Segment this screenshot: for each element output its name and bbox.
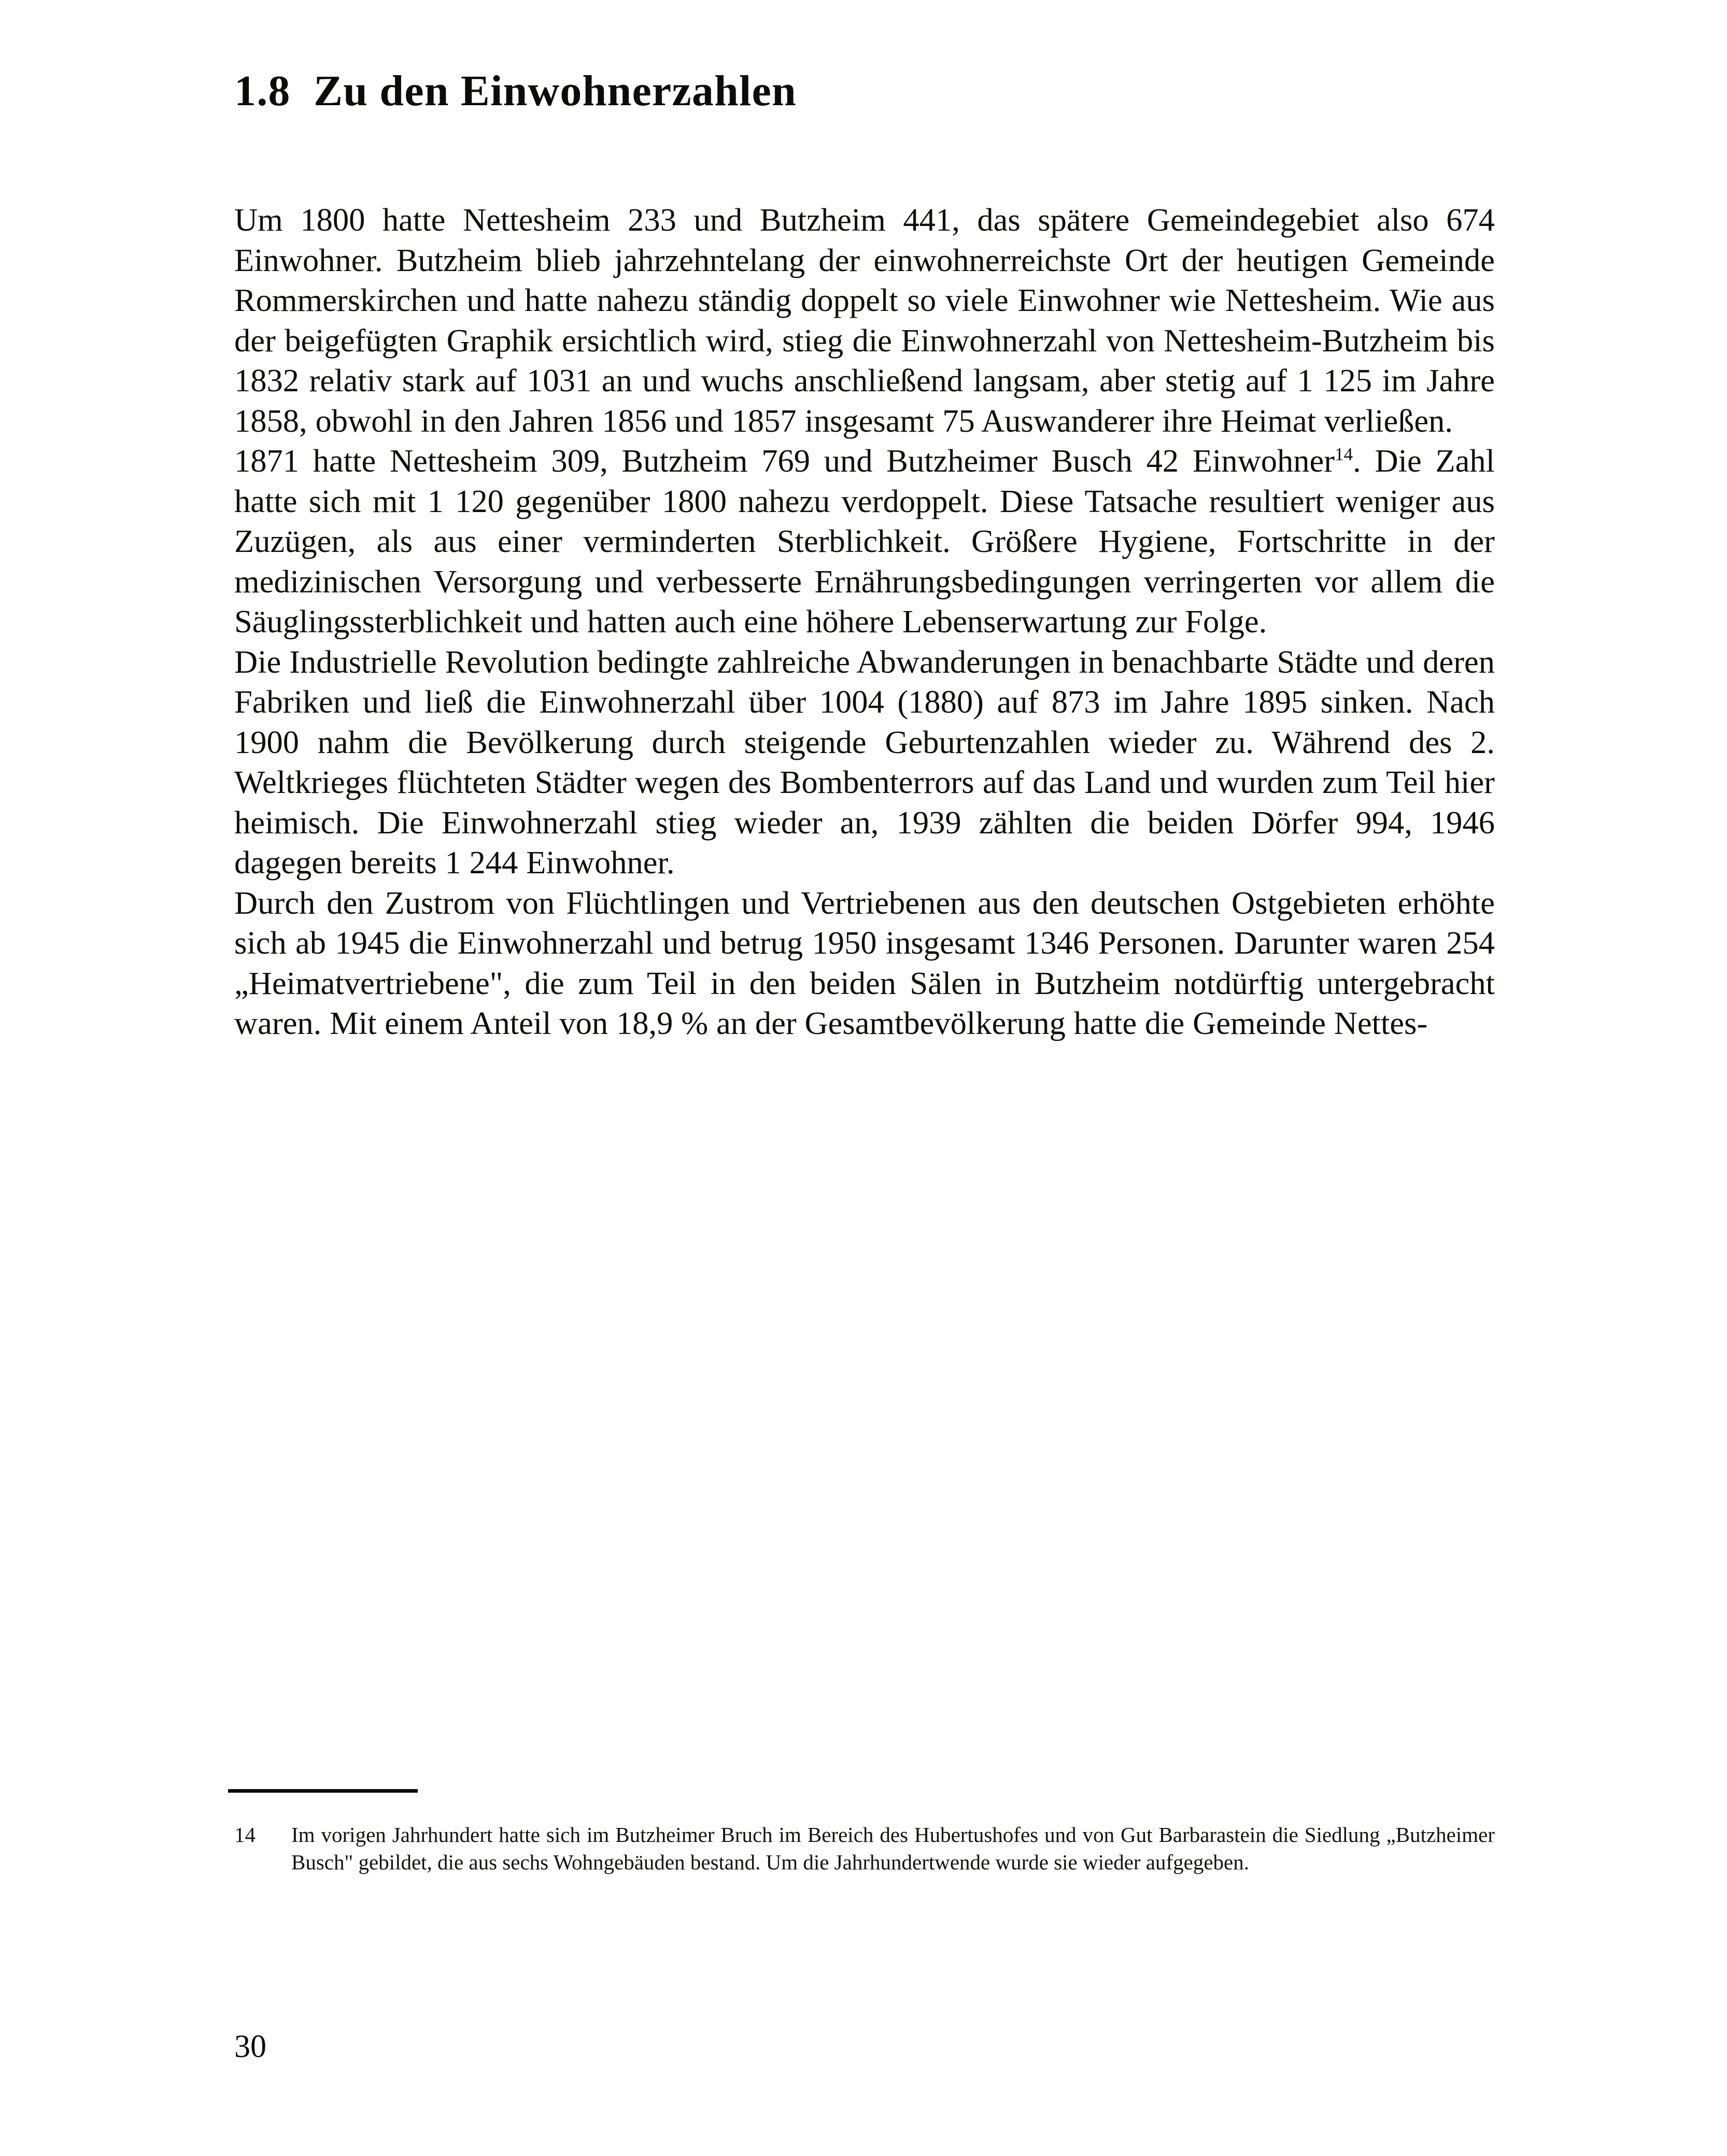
paragraph-2-text-before-footnote: 1871 hatte Nettesheim 309, Butzheim 769 und Butzheimer Busch 42 Einwohner xyxy=(234,443,1335,479)
footnote-block xyxy=(234,1821,1495,1876)
paragraph-1: Um 1800 hatte Nettesheim 233 und Butzheim 441, das spätere Gemeindegebiet also 674 Einwohner. Butzheim blieb jahrzehntelang der einwohnerreichste Ort der heutigen Gemeinde Rommerskirchen und hatte nahezu ständig doppelt so viele Einwohner wie Nettesheim. Wie aus der beigefügten Graphik ersichtlich wird, stieg die Einwohnerzahl von Nettesheim-Butzheim bis 1832 relativ stark auf 1031 an und wuchs anschließend langsam, aber stetig auf 1 125 im Jahre 1858, obwohl in den Jahren 1856 und 1857 insgesamt 75 Auswanderer ihre Heimat verließen. xyxy=(234,202,1495,439)
page-heading: 1.8 Zu den Einwohnerzahlen xyxy=(234,67,797,116)
footnote-reference-14[interactable]: 14 xyxy=(1335,444,1353,465)
paragraph-3: Die Industrielle Revolution bedingte zahlreiche Abwanderungen in benachbarte Städte und deren Fabriken und ließ die Einwohnerzahl über 1004 (1880) auf 873 im Jahre 1895 sinken. Nach 1900 nahm die Bevölkerung durch steigende Geburtenzahlen wieder zu. Während des 2. Weltkrieges flüchteten Städter wegen des Bombenterrors auf das Land und wurden zum Teil hier heimisch. Die Einwohnerzahl stieg wieder an, 1939 zählten die beiden Dörfer 994, 1946 dagegen bereits 1 244 Einwohner. xyxy=(234,643,1495,881)
footnote-number: 14 xyxy=(234,1823,256,1847)
paragraph-4: Durch den Zustrom von Flüchtlingen und Vertriebenen aus den deutschen Ostgebieten erhöhte sich ab 1945 die Einwohnerzahl und betrug 1950 insgesamt 1346 Personen. Darunter waren 254 „Heimatvertriebene", die zum Teil in den beiden Sälen in Butzheim notdürftig untergebracht waren. Mit einem Anteil von 18,9 % an der Gesamtbevölkerung hatte die Gemeinde Nettes- xyxy=(234,884,1495,1041)
paragraph-2-text-after-footnote: . Die Zahl hatte sich mit 1 120 gegenüber 1800 nahezu verdoppelt. Diese Tatsache resultiert weniger aus Zuzügen, als aus einer verminderten Sterblichkeit. Größere Hygiene, Fortschritte in der medizinischen Versorgung und verbesserte Ernährungsbedingungen verringerten vor allem die Säuglingssterblichkeit und hatten auch eine höhere Lebenserwartung zur Folge. xyxy=(234,443,1495,640)
page-number: 30 xyxy=(234,2029,266,2064)
body-text-column xyxy=(234,200,1495,1044)
footnote-text: Im vorigen Jahrhundert hatte sich im Butzheimer Bruch im Bereich des Hubertushofes und von Gut Barbarastein die Siedlung „Butzheimer Busch" gebildet, die aus sechs Wohngebäuden bestand. Um die Jahrhundertwende wurde sie wieder aufgegeben. xyxy=(291,1823,1495,1874)
footnote-separator-rule xyxy=(228,1789,418,1793)
footnote-entry-14 xyxy=(234,1821,1495,1876)
paragraph-2 xyxy=(234,441,1495,642)
